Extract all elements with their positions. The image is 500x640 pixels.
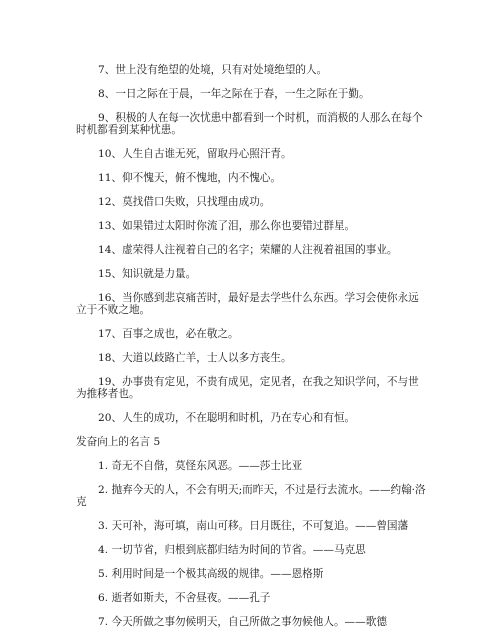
quote-item-16: 16、当你感到悲哀痛苦时，最好是去学些什么东西。学习会使你永远立于不败之地。: [76, 292, 419, 316]
quote-item-10: 10、人生自古谁无死，留取丹心照汗青。: [98, 148, 292, 160]
quote-item-b6: 6. 逝者如斯夫，不舍昼夜。——孔子: [98, 592, 271, 604]
quote-item-b3: 3. 天可补，海可填，南山可移。日月既往，不可复追。——曾国藩: [98, 520, 409, 532]
quote-item-b5: 5. 利用时间是一个极其高级的规律。——恩格斯: [98, 568, 324, 580]
quote-item-18: 18、大道以歧路亡羊，士人以多方丧生。: [98, 352, 292, 364]
quote-item-9: 9、积极的人在每一次忧患中都看到一个时机，而消极的人那么在每个时机都看到某种忧患。: [76, 112, 423, 136]
quote-item-8: 8、一日之际在于晨，一年之际在于春，一生之际在于勤。: [98, 88, 370, 100]
section-heading: 发奋向上的名言 5: [76, 436, 161, 448]
quote-item-b2: 2. 抛弃今天的人，不会有明天;而昨天，不过是行去流水。——约翰·洛克: [76, 484, 426, 508]
quote-item-14: 14、虚荣得人注视着自己的名字；荣耀的人注视着祖国的事业。: [98, 244, 398, 256]
quote-item-19: 19、办事贵有定见，不贵有成见，定见者，在我之知识学问，不与世为推移者也。: [76, 376, 419, 400]
quote-item-17: 17、百事之成也，必在敬之。: [98, 328, 239, 340]
quote-item-11: 11、仰不愧天，俯不愧地，内不愧心。: [98, 172, 281, 184]
quote-item-7: 7、世上没有绝望的处境，只有对处境绝望的人。: [98, 64, 328, 76]
quote-item-b7: 7. 今天所做之事勿候明天，自己所做之事勿候他人。——歌德: [98, 616, 387, 628]
document-body: [76, 64, 426, 640]
quote-item-b4: 4. 一切节省，归根到底都归结为时间的节省。——马克思: [98, 544, 366, 556]
quote-item-12: 12、莫找借口失败，只找理由成功。: [98, 196, 271, 208]
quote-item-15: 15、知识就是力量。: [98, 268, 197, 280]
quote-item-20: 20、人生的成功，不在聪明和时机，乃在专心和有恒。: [98, 412, 356, 424]
quote-item-b1: 1. 奇无不自偕，莫怪东风恶。——莎士比亚: [98, 460, 303, 472]
quote-item-13: 13、如果错过太阳时你流了泪，那么你也要错过群星。: [98, 220, 356, 232]
